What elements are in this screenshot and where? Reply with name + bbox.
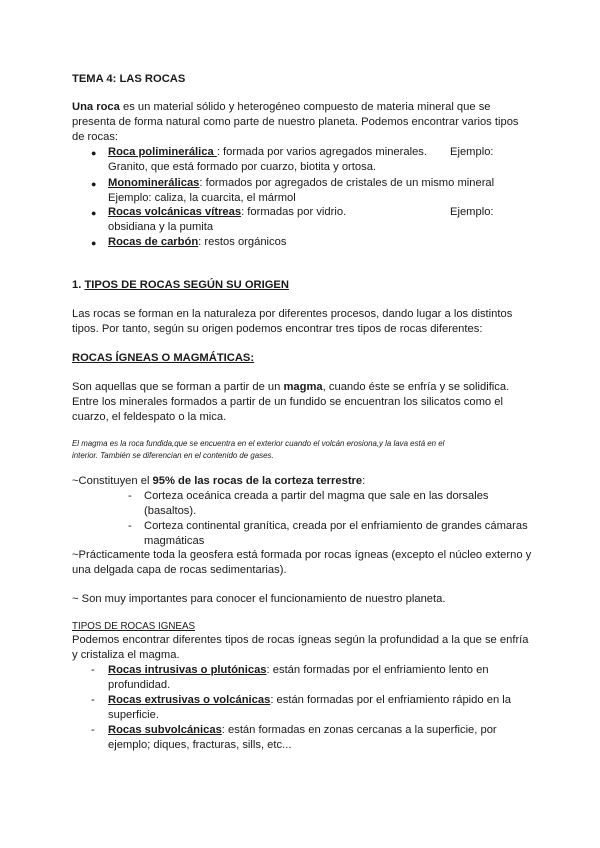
list-rest: : formadas por vidrio. xyxy=(241,206,347,218)
dash-icon: - xyxy=(91,664,95,676)
bullet-icon: ● xyxy=(91,148,97,158)
magma-term: magma xyxy=(283,381,323,393)
list-item-line2: obsidiana y la pumita xyxy=(108,221,214,233)
igneous-p-line3: cuarzo, el feldespato o la mica. xyxy=(72,411,227,423)
type-term: Rocas subvolcánicas xyxy=(108,724,222,736)
dash-icon: - xyxy=(91,694,95,706)
list-term: Rocas de carbón xyxy=(108,236,199,248)
type-rest: : están formadas en zonas cercanas a la superficie, por xyxy=(221,724,497,736)
dash-icon: - xyxy=(91,724,95,736)
crust-item-line2: magmáticas xyxy=(144,535,205,547)
bullet-icon: ● xyxy=(91,238,97,248)
crust-item-line2: (basaltos). xyxy=(144,505,197,517)
igneous-heading: ROCAS ÍGNEAS O MAGMÁTICAS: xyxy=(72,352,255,364)
igneous-p-line2: Entre los minerales formados a partir de un fundido se encuentran los silicatos como el xyxy=(72,396,503,408)
list-term: Rocas volcánicas vítreas xyxy=(108,206,242,218)
dash-icon: - xyxy=(128,490,132,502)
dash-icon: - xyxy=(128,520,132,532)
page-title: TEMA 4: LAS ROCAS xyxy=(72,73,186,85)
intro-line-2: presenta de forma natural como parte de nuestro planeta. Podemos encontrar varios tipos xyxy=(72,116,519,128)
section-heading xyxy=(72,278,289,293)
type-item-volcanicas xyxy=(108,693,511,708)
bullet-icon: ● xyxy=(91,208,97,218)
igneous-types-p1: Podemos encontrar diferentes tipos de rocas ígneas según la profundidad a la que se enfría xyxy=(72,634,529,646)
type-term: Rocas extrusivas o volcánicas xyxy=(108,694,271,706)
text-run: ~Constituyen el xyxy=(72,475,153,487)
section-number: 1. xyxy=(72,279,85,291)
type-item-plutonicas xyxy=(108,663,489,678)
bullet-icon: ● xyxy=(91,179,97,189)
type-rest: : están formadas por el enfriamiento rápido en la xyxy=(270,694,511,706)
igneous-types-p2: y cristaliza el magma. xyxy=(72,649,180,661)
note-line1: El magma es la roca fundida,que se encuentra en el exterior cuando el volcán erosiona,y la lava está en el xyxy=(72,439,445,448)
text-run: Son aquellas que se forman a partir de un xyxy=(72,381,284,393)
igneous-types-heading: TIPOS DE ROCAS IGNEAS xyxy=(72,621,196,632)
type-item-line2: superficie. xyxy=(108,709,159,721)
list-item-volcanicas-vitreas xyxy=(108,205,346,220)
example-label: Ejemplo: xyxy=(450,206,494,218)
list-item-line2: Granito, que está formado por cuarzo, biotita y ortosa. xyxy=(108,161,377,173)
list-term: Roca poliminerálica xyxy=(108,146,217,158)
list-item-line2: Ejemplo: caliza, la cuarcita, el mármol xyxy=(108,192,296,204)
section1-p-line2: tipos. Por tanto, según su origen podemos encontrar tres tipos de rocas diferentes: xyxy=(72,323,483,335)
list-item-polimineralica xyxy=(108,145,427,160)
list-term: Monominerálicas xyxy=(108,177,200,189)
section-title: TIPOS DE ROCAS SEGÚN SU ORIGEN xyxy=(84,279,289,291)
type-rest: : están formadas por el enfriamiento lento en xyxy=(266,664,489,676)
list-rest: : formados por agregados de cristales de un mismo mineral xyxy=(199,177,495,189)
crust-item-line1: Corteza oceánica creada a partir del magma que sale en las dorsales xyxy=(144,490,489,502)
list-item-carbon xyxy=(108,235,286,250)
geosphere-line2: una delgada capa de rocas sedimentarias). xyxy=(72,564,287,576)
section1-p-line1: Las rocas se forman en la naturaleza por diferentes procesos, dando lugar a los distintos xyxy=(72,308,513,320)
text-run: : xyxy=(362,475,366,487)
intro-line1-rest: es un material sólido y heterogéneo compuesto de materia mineral que se xyxy=(119,101,491,113)
note-line2: interior. También se diferencian en el contenido de gases. xyxy=(72,451,274,460)
igneous-p-line1 xyxy=(72,380,509,395)
list-rest: : restos orgánicos xyxy=(198,236,287,248)
crust-item-line1: Corteza continental granítica, creada por el enfriamiento de grandes cámaras xyxy=(144,520,528,532)
important-line: ~ Son muy importantes para conocer el funcionamiento de nuestro planeta. xyxy=(72,593,446,605)
bold-fact: 95% de las rocas de la corteza terrestre xyxy=(152,475,363,487)
example-label: Ejemplo: xyxy=(450,146,494,158)
constitute-line xyxy=(72,474,365,489)
list-item-monomineralicas xyxy=(108,176,494,191)
type-item-subvolcanicas xyxy=(108,723,497,738)
type-term: Rocas intrusivas o plutónicas xyxy=(108,664,267,676)
text-run: , cuando éste se enfría y se solidifica. xyxy=(322,381,510,393)
intro-line-1 xyxy=(72,100,491,115)
intro-term: Una roca xyxy=(72,101,120,113)
geosphere-line1: ~Prácticamente toda la geosfera está formada por rocas ígneas (excepto el núcleo externo y xyxy=(72,549,532,561)
list-rest: : formada por varios agregados minerales. xyxy=(216,146,427,158)
type-item-line2: ejemplo; diques, fracturas, sills, etc... xyxy=(108,739,292,751)
intro-line-3: de rocas: xyxy=(72,131,119,143)
type-item-line2: profundidad. xyxy=(108,679,171,691)
